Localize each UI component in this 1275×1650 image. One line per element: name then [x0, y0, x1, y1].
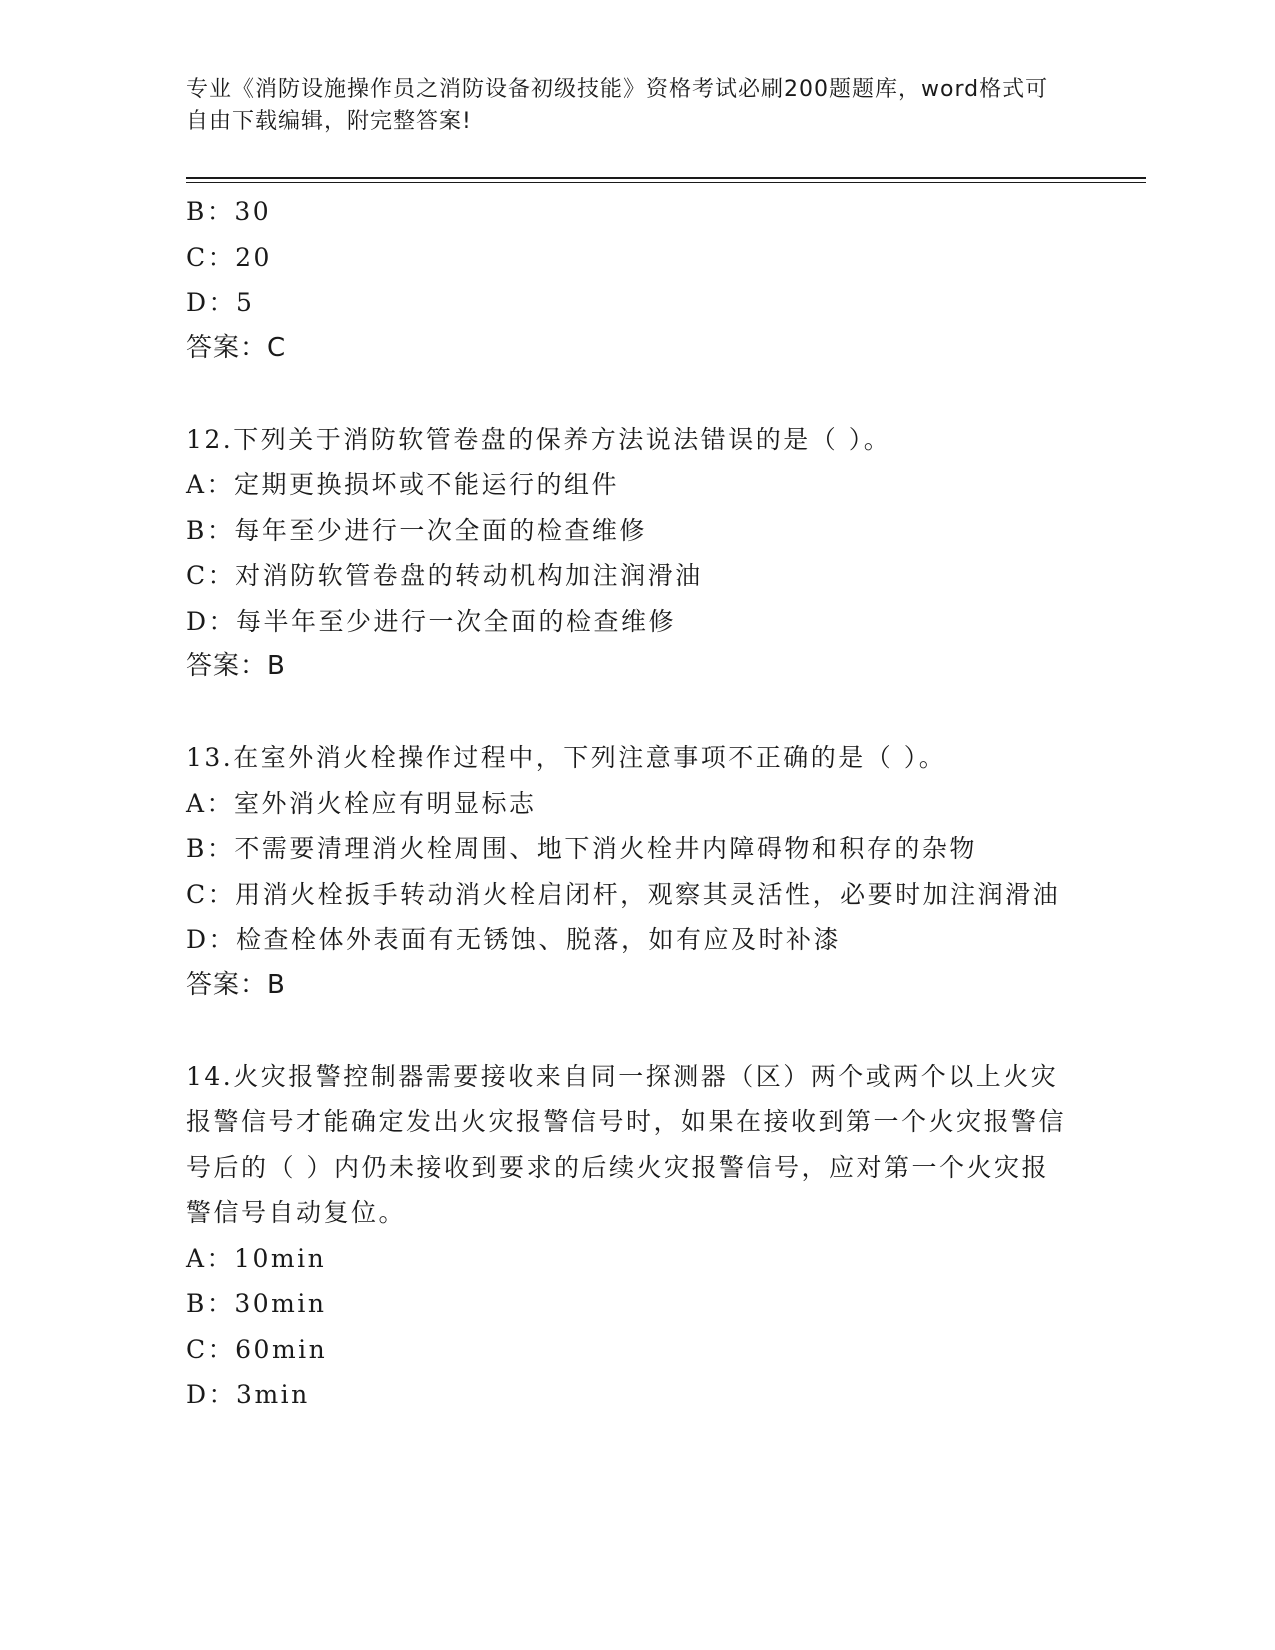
header-divider-thick — [186, 177, 1146, 179]
option-d: D：检查栓体外表面有无锈蚀、脱落，如有应及时补漆 — [186, 925, 842, 954]
option-b: B：30 — [186, 197, 272, 226]
question-12 — [186, 417, 1076, 690]
option-d: D：5 — [186, 288, 255, 317]
option-c: C：对消防软管卷盘的转动机构加注润滑油 — [186, 561, 703, 590]
question-stem: 14.火灾报警控制器需要接收来自同一探测器（区）两个或两个以上火灾报警信号才能确定发出火灾报警信号时，如果在接收到第一个火灾报警信号后的（ ）内仍未接收到要求的后续火灾报警信号，应对第一个火灾报警信号自动复位。 — [186, 1061, 1067, 1227]
option-a: A：定期更换损坏或不能运行的组件 — [186, 470, 620, 499]
option-b: B：不需要清理消火栓周围、地下消火栓井内障碍物和积存的杂物 — [186, 834, 977, 863]
spacer — [186, 1008, 1076, 1054]
option-c: C：用消火栓扳手转动消火栓启闭杆，观察其灵活性，必要时加注润滑油 — [186, 879, 1061, 909]
page-header: 专业《消防设施操作员之消防设备初级技能》资格考试必刷200题题库，word格式可自由下载编辑，附完整答案! — [186, 77, 1049, 134]
question-stem: 13.在室外消火栓操作过程中，下列注意事项不正确的是（ ）。 — [186, 743, 947, 772]
option-a: A：10min — [186, 1243, 327, 1273]
option-d: D：每半年至少进行一次全面的检查维修 — [186, 606, 677, 636]
answer: 答案：B — [186, 651, 286, 681]
option-c: C：60min — [186, 1334, 328, 1364]
spacer — [186, 690, 1076, 736]
option-b: B：每年至少进行一次全面的检查维修 — [186, 515, 647, 545]
option-d: D：3min — [186, 1380, 310, 1409]
option-b: B：30min — [186, 1289, 327, 1318]
header-divider-thin — [186, 182, 1146, 183]
question-content — [186, 189, 1076, 1418]
question-11-tail — [186, 189, 1076, 371]
question-13 — [186, 735, 1076, 1008]
question-14 — [186, 1054, 1076, 1418]
question-stem: 12.下列关于消防软管卷盘的保养方法说法错误的是（ ）。 — [186, 424, 892, 454]
spacer — [186, 371, 1076, 417]
option-a: A：室外消火栓应有明显标志 — [186, 788, 537, 818]
answer: 答案：B — [186, 969, 286, 1000]
answer: 答案：C — [186, 332, 287, 363]
option-c: C：20 — [186, 242, 272, 272]
